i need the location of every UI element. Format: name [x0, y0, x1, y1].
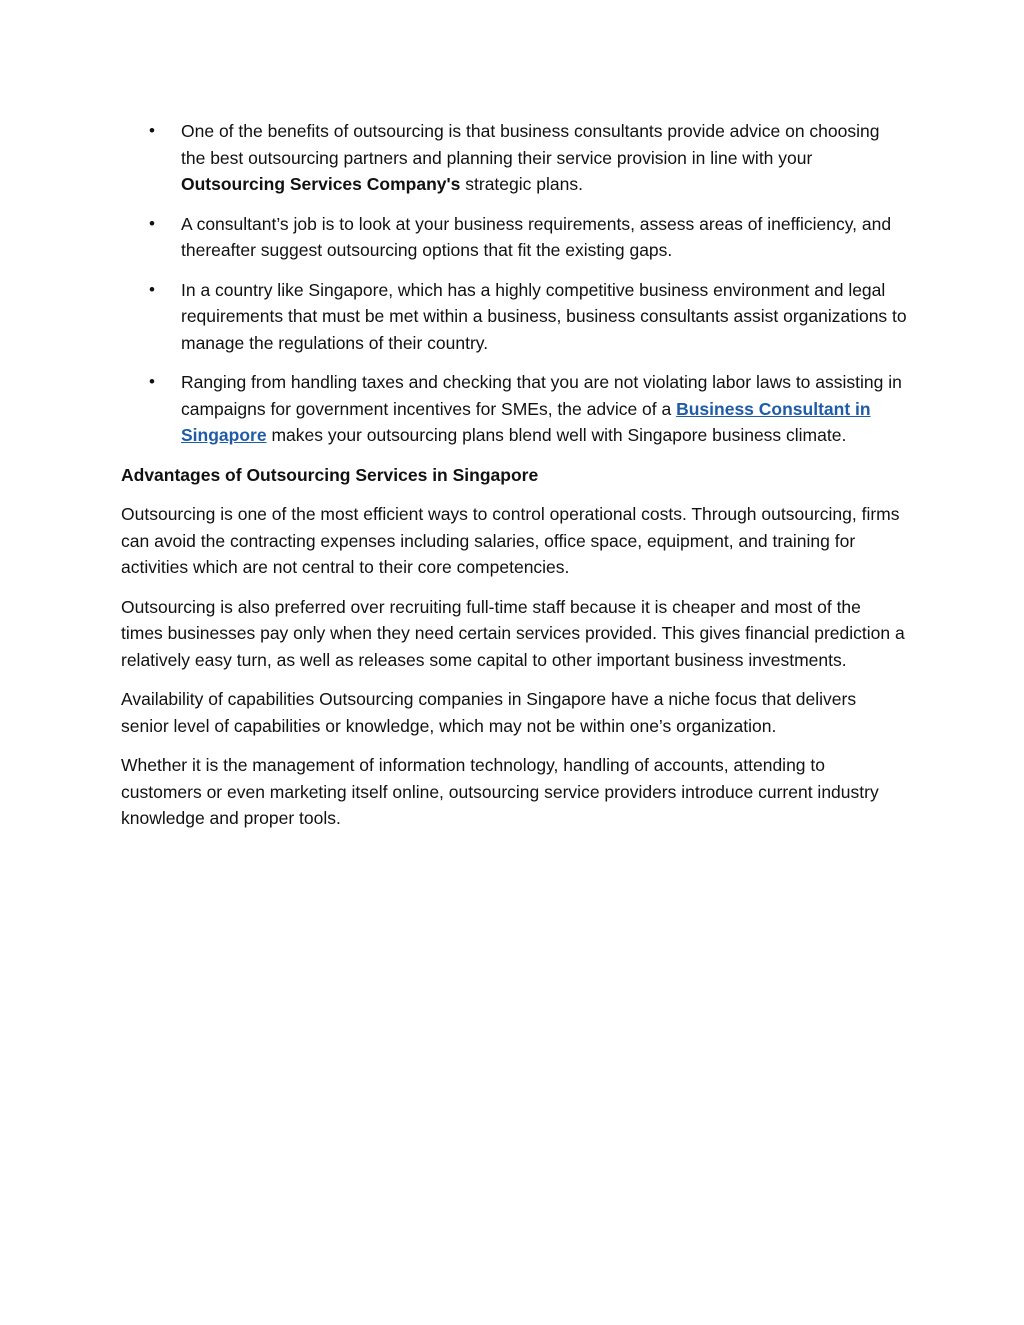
paragraph-capabilities: Availability of capabilities Outsourcing companies in Singapore have a niche focus that delivers senior level of capabilities or knowledge, which may not be within one’s organization. — [121, 689, 857, 736]
paragraph-costs: Outsourcing is one of the most efficient ways to control operational costs. Through outsourcing, firms can avoid the contracting expenses including salaries, office space, equipment, and training for activities which are not central to their core competencies. — [121, 504, 900, 577]
list-item-text: One of the benefits of outsourcing is that business consultants provide advice on choosing the best outsourcing partners and planning their service provision in line with your — [181, 121, 880, 168]
bullet-icon: • — [149, 213, 155, 233]
list-item — [121, 118, 907, 198]
list-item — [121, 369, 907, 449]
paragraph-staff: Outsourcing is also preferred over recruiting full-time staff because it is cheaper and most of the times businesses pay only when they need certain services provided. This gives financial prediction a relatively easy turn, as well as releases some capital to other important business investments. — [121, 596, 905, 670]
list-item — [121, 277, 907, 357]
list-item-text: In a country like Singapore, which has a highly competitive business environment and legal requirements that must be met within a business, business consultants assist organizations to manage the regulations of their country. — [181, 279, 907, 353]
paragraph-knowledge: Whether it is the management of information technology, handling of accounts, attending to customers or even marketing itself online, outsourcing service providers introduce current industry knowledge and proper tools. — [121, 755, 879, 828]
bullet-icon: • — [149, 121, 155, 140]
list-item-text: A consultant’s job is to look at your business requirements, assess areas of inefficiency, and thereafter suggest outsourcing options that fit the existing gaps. — [181, 213, 892, 260]
benefits-list — [121, 118, 907, 449]
list-item-text-end: strategic plans. — [460, 174, 583, 194]
section-heading: Advantages of Outsourcing Services in Singapore — [121, 464, 539, 485]
company-name-bold: Outsourcing Services Company's — [181, 174, 461, 194]
list-item-text: Ranging from handling taxes and checking that you are not violating labor laws to assisting in campaigns for government incentives for SMEs, the advice of a — [181, 372, 902, 419]
bullet-icon: • — [149, 372, 155, 391]
bullet-icon: • — [149, 279, 155, 299]
list-item — [121, 211, 907, 264]
list-item-text-end: makes your outsourcing plans blend well with Singapore business climate. — [266, 425, 847, 445]
business-consultant-link[interactable]: Business Consultant in Singapore — [181, 398, 871, 445]
document-body — [121, 118, 907, 845]
